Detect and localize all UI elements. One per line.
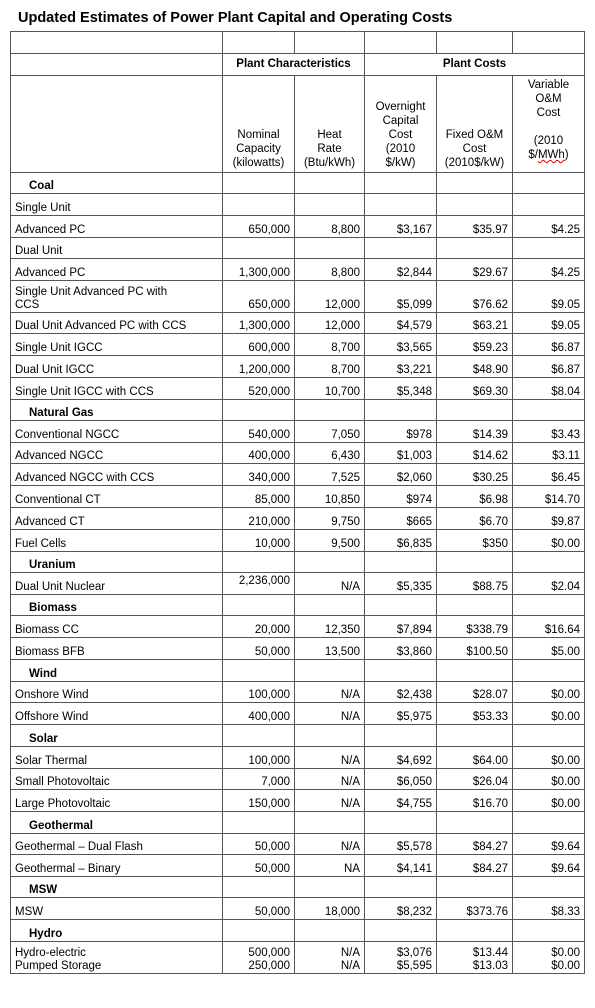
- table-row: [11, 238, 585, 259]
- plant-name: Single Unit: [11, 194, 223, 216]
- empty-cell: [437, 920, 513, 942]
- fixed-om-cell: $30.25: [437, 464, 513, 486]
- variable-om-cell: $5.00: [513, 638, 585, 660]
- col-variable-om-l6: $/: [528, 149, 538, 161]
- group-plant-characteristics: Plant Characteristics: [223, 54, 365, 76]
- capacity-cell: 100,000: [223, 747, 295, 769]
- heat-rate-cell: 9,500: [295, 530, 365, 552]
- table-row: [11, 486, 585, 508]
- empty-cell: [365, 877, 437, 898]
- variable-om-cell: $3.11: [513, 443, 585, 464]
- table-row: [11, 855, 585, 877]
- capacity-cell: 400,000: [223, 443, 295, 464]
- capacity-cell: 10,000: [223, 530, 295, 552]
- capacity-cell: 20,000: [223, 616, 295, 638]
- capacity-cell: 150,000: [223, 790, 295, 812]
- fixed-om-cell: $28.07: [437, 682, 513, 703]
- capacity-cell: 50,000: [223, 898, 295, 920]
- capital-cost-cell: $2,438: [365, 682, 437, 703]
- capacity-cell: 2,236,000: [223, 573, 295, 595]
- heat-rate-cell: 7,525: [295, 464, 365, 486]
- plant-name: [11, 942, 223, 974]
- empty-cell: [295, 725, 365, 747]
- capital-cost-cell: $8,232: [365, 898, 437, 920]
- capital-cost-cell: $5,099: [365, 281, 437, 313]
- col-variable-om-l2: O&M: [535, 93, 562, 105]
- heat-rate-cell: 12,000: [295, 281, 365, 313]
- variable-om-cell: $9.87: [513, 508, 585, 530]
- fixed-om-cell: $69.30: [437, 378, 513, 400]
- empty-cell: [437, 552, 513, 573]
- variable-om-cell: $3.43: [513, 421, 585, 443]
- plant-name: Geothermal – Dual Flash: [11, 834, 223, 855]
- empty-cell: [513, 812, 585, 834]
- col-capacity-l1: Nominal: [237, 129, 280, 141]
- empty-cell: [437, 877, 513, 898]
- capital-cost-cell: $5,975: [365, 703, 437, 725]
- col-variable-om-l1: Variable: [527, 79, 570, 91]
- table-row: [11, 638, 585, 660]
- heat-rate-cell: 12,350: [295, 616, 365, 638]
- capacity-cell: 650,000: [223, 281, 295, 313]
- fixed-om-cell: $16.70: [437, 790, 513, 812]
- capital-cost-cell: $5,335: [365, 573, 437, 595]
- variable-om-cell: $0.00: [513, 682, 585, 703]
- plant-name: Fuel Cells: [11, 530, 223, 552]
- capital-cost-cell: $2,844: [365, 259, 437, 281]
- variable-om-cell: $4.25: [513, 259, 585, 281]
- capital-cost-cell: $5,348: [365, 378, 437, 400]
- empty-cell: [295, 173, 365, 194]
- col-fixed-om-l1: Fixed O&M: [445, 129, 504, 141]
- variable-om-cell: $9.64: [513, 855, 585, 877]
- variable-om-cell: $6.87: [513, 334, 585, 356]
- category-label: Coal: [11, 173, 223, 194]
- empty-cell: [223, 877, 295, 898]
- empty-cell: [295, 920, 365, 942]
- plant-name: Single Unit IGCC: [11, 334, 223, 356]
- table-row: [11, 464, 585, 486]
- variable-om-cell: [513, 942, 585, 974]
- plant-name-line1: Hydro-electric: [15, 947, 86, 959]
- plant-name: Single Unit IGCC with CCS: [11, 378, 223, 400]
- heat-rate-cell: 10,700: [295, 378, 365, 400]
- capacity-value: 250,000: [248, 960, 290, 972]
- col-fixed-om-header: [437, 76, 513, 173]
- table-row: [11, 530, 585, 552]
- capacity-cell: 7,000: [223, 769, 295, 790]
- heat-rate-cell: N/A: [295, 769, 365, 790]
- capacity-cell: 50,000: [223, 638, 295, 660]
- empty-cell: [437, 173, 513, 194]
- fixed-om-cell: $88.75: [437, 573, 513, 595]
- fixed-om-cell: $6.70: [437, 508, 513, 530]
- table-row: [11, 281, 585, 313]
- col-heat-rate-header: [295, 76, 365, 173]
- plant-name: Biomass CC: [11, 616, 223, 638]
- empty-cell: [437, 812, 513, 834]
- capital-cost-cell: $978: [365, 421, 437, 443]
- capacity-cell: 340,000: [223, 464, 295, 486]
- table-row: [11, 508, 585, 530]
- empty-cell: [513, 725, 585, 747]
- variable-om-cell: $6.45: [513, 464, 585, 486]
- capacity-cell: 50,000: [223, 834, 295, 855]
- heat-rate-cell: 7,050: [295, 421, 365, 443]
- table-row: [11, 313, 585, 334]
- empty-cell: [365, 725, 437, 747]
- plant-name-line1: Single Unit Advanced PC with: [15, 286, 168, 298]
- capital-cost-cell: $4,579: [365, 313, 437, 334]
- empty-cell: [365, 660, 437, 682]
- capital-cost-value: $3,076: [396, 947, 432, 959]
- fixed-om-cell: $373.76: [437, 898, 513, 920]
- heat-rate-cell: 13,500: [295, 638, 365, 660]
- variable-om-cell: $4.25: [513, 216, 585, 238]
- capital-cost-cell: [365, 238, 437, 259]
- capacity-cell: 1,300,000: [223, 259, 295, 281]
- table-row: [11, 747, 585, 769]
- fixed-om-cell: $350: [437, 530, 513, 552]
- empty-cell: [365, 400, 437, 421]
- capital-cost-cell: $3,565: [365, 334, 437, 356]
- capital-cost-cell: $1,003: [365, 443, 437, 464]
- fixed-om-cell: [437, 194, 513, 216]
- table-row: [11, 573, 585, 595]
- empty-cell: [437, 725, 513, 747]
- plant-name: Offshore Wind: [11, 703, 223, 725]
- heat-rate-value: N/A: [340, 947, 360, 959]
- table-row: [11, 443, 585, 464]
- col-heat-rate-l1: Heat: [317, 129, 342, 141]
- plant-name: Solar Thermal: [11, 747, 223, 769]
- fixed-om-cell: $29.67: [437, 259, 513, 281]
- heat-rate-cell: 8,800: [295, 259, 365, 281]
- empty-cell: [437, 595, 513, 616]
- col-variable-om-l3: Cost: [536, 107, 561, 119]
- category-row: [11, 920, 585, 942]
- heat-rate-cell: 18,000: [295, 898, 365, 920]
- fixed-om-cell: $84.27: [437, 834, 513, 855]
- plant-name: Geothermal – Binary: [11, 855, 223, 877]
- col-capacity-l2: Capacity: [236, 143, 281, 155]
- variable-om-value: $0.00: [551, 947, 580, 959]
- empty-cell: [365, 595, 437, 616]
- table-row: [11, 703, 585, 725]
- heat-rate-cell: 8,700: [295, 334, 365, 356]
- variable-om-cell: $0.00: [513, 530, 585, 552]
- fixed-om-cell: $84.27: [437, 855, 513, 877]
- variable-om-cell: $9.05: [513, 313, 585, 334]
- empty-cell: [365, 812, 437, 834]
- heat-rate-cell: [295, 238, 365, 259]
- plant-name: Dual Unit: [11, 238, 223, 259]
- category-label: Geothermal: [11, 812, 223, 834]
- capital-cost-cell: $3,167: [365, 216, 437, 238]
- heat-rate-cell: 6,430: [295, 443, 365, 464]
- variable-om-cell: $14.70: [513, 486, 585, 508]
- table-row: [11, 378, 585, 400]
- variable-om-cell: $9.64: [513, 834, 585, 855]
- capital-cost-cell: [365, 942, 437, 974]
- plant-name: Onshore Wind: [11, 682, 223, 703]
- variable-om-cell: $9.05: [513, 281, 585, 313]
- variable-om-cell: $8.04: [513, 378, 585, 400]
- empty-cell: [513, 173, 585, 194]
- empty-cell: [223, 660, 295, 682]
- group-plant-costs: Plant Costs: [365, 54, 585, 76]
- table-row: [11, 356, 585, 378]
- heat-rate-cell: [295, 942, 365, 974]
- empty-cell: [365, 920, 437, 942]
- fixed-om-cell: [437, 238, 513, 259]
- variable-om-cell: $0.00: [513, 703, 585, 725]
- category-label: Solar: [11, 725, 223, 747]
- col-capital-l5: $/kW): [385, 157, 416, 169]
- capacity-cell: 540,000: [223, 421, 295, 443]
- plant-name: Advanced NGCC with CCS: [11, 464, 223, 486]
- table-row: [11, 834, 585, 855]
- col-capital-l4: (2010: [385, 143, 416, 155]
- heat-rate-value: N/A: [340, 960, 360, 972]
- empty-cell: [223, 400, 295, 421]
- group-header-row: [11, 54, 585, 76]
- variable-om-cell: $8.33: [513, 898, 585, 920]
- capacity-cell: 650,000: [223, 216, 295, 238]
- empty-cell: [223, 812, 295, 834]
- capital-cost-cell: $4,755: [365, 790, 437, 812]
- category-row: [11, 812, 585, 834]
- col-capital-l2: Capital: [382, 115, 419, 127]
- empty-cell: [513, 920, 585, 942]
- empty-cell: [223, 173, 295, 194]
- empty-cell: [223, 552, 295, 573]
- empty-cell: [513, 400, 585, 421]
- capacity-cell: 210,000: [223, 508, 295, 530]
- plant-name: Advanced PC: [11, 216, 223, 238]
- heat-rate-cell: N/A: [295, 747, 365, 769]
- empty-cell: [295, 552, 365, 573]
- capacity-cell: 400,000: [223, 703, 295, 725]
- table-row: [11, 334, 585, 356]
- col-capital-l1: Overnight: [375, 101, 426, 113]
- plant-name: Small Photovoltaic: [11, 769, 223, 790]
- plant-name: Dual Unit IGCC: [11, 356, 223, 378]
- capacity-cell: 50,000: [223, 855, 295, 877]
- table-row: [11, 942, 585, 974]
- fixed-om-cell: $6.98: [437, 486, 513, 508]
- capacity-cell: 520,000: [223, 378, 295, 400]
- empty-cell: [295, 812, 365, 834]
- fixed-om-cell: $76.62: [437, 281, 513, 313]
- heat-rate-cell: N/A: [295, 703, 365, 725]
- empty-cell: [295, 877, 365, 898]
- plant-name: [11, 281, 223, 313]
- variable-om-cell: $2.04: [513, 573, 585, 595]
- capital-cost-cell: $6,050: [365, 769, 437, 790]
- capital-cost-cell: [365, 194, 437, 216]
- category-row: [11, 877, 585, 898]
- variable-om-cell: $0.00: [513, 790, 585, 812]
- capital-cost-cell: $2,060: [365, 464, 437, 486]
- category-label: Biomass: [11, 595, 223, 616]
- table-row: [11, 194, 585, 216]
- plant-name: MSW: [11, 898, 223, 920]
- heat-rate-cell: 10,850: [295, 486, 365, 508]
- col-fixed-om-l3: (2010$/kW): [444, 157, 505, 169]
- fixed-om-value: $13.03: [472, 960, 508, 972]
- capital-cost-cell: $5,578: [365, 834, 437, 855]
- plant-name: Advanced PC: [11, 259, 223, 281]
- table-row: [11, 259, 585, 281]
- category-row: [11, 173, 585, 194]
- capacity-cell: 100,000: [223, 682, 295, 703]
- category-row: [11, 725, 585, 747]
- table-row: [11, 682, 585, 703]
- empty-cell: [223, 725, 295, 747]
- table-row: [11, 769, 585, 790]
- category-label: Natural Gas: [11, 400, 223, 421]
- plant-name: Conventional CT: [11, 486, 223, 508]
- table-row: [11, 216, 585, 238]
- fixed-om-cell: $59.23: [437, 334, 513, 356]
- variable-om-cell: [513, 194, 585, 216]
- category-label: Wind: [11, 660, 223, 682]
- fixed-om-cell: $64.00: [437, 747, 513, 769]
- table-row: [11, 421, 585, 443]
- fixed-om-value: $13.44: [472, 947, 508, 959]
- plant-name: Conventional NGCC: [11, 421, 223, 443]
- col-fixed-om-l2: Cost: [462, 143, 487, 155]
- variable-om-value: $0.00: [551, 960, 580, 972]
- category-label: Uranium: [11, 552, 223, 573]
- col-variable-om-l5: (2010: [533, 135, 564, 147]
- variable-om-cell: [513, 238, 585, 259]
- heat-rate-cell: 8,800: [295, 216, 365, 238]
- table-row: [11, 616, 585, 638]
- variable-om-cell: $16.64: [513, 616, 585, 638]
- cost-table: [10, 31, 585, 974]
- empty-cell: [513, 877, 585, 898]
- category-label: Hydro: [11, 920, 223, 942]
- category-row: [11, 552, 585, 573]
- empty-cell: [365, 173, 437, 194]
- capital-cost-cell: $665: [365, 508, 437, 530]
- fixed-om-cell: $26.04: [437, 769, 513, 790]
- table-row: [11, 790, 585, 812]
- fixed-om-cell: $53.33: [437, 703, 513, 725]
- fixed-om-cell: $63.21: [437, 313, 513, 334]
- capital-cost-cell: $6,835: [365, 530, 437, 552]
- category-row: [11, 400, 585, 421]
- plant-name: Dual Unit Advanced PC with CCS: [11, 313, 223, 334]
- col-heat-rate-l3: (Btu/kWh): [303, 157, 356, 169]
- capital-cost-cell: $3,221: [365, 356, 437, 378]
- col-heat-rate-l2: Rate: [317, 143, 342, 155]
- capital-cost-cell: $4,141: [365, 855, 437, 877]
- plant-name: Biomass BFB: [11, 638, 223, 660]
- plant-name-line2: CCS: [15, 299, 40, 311]
- capital-cost-cell: $7,894: [365, 616, 437, 638]
- capacity-cell: [223, 194, 295, 216]
- empty-cell: [365, 552, 437, 573]
- col-capital-header: [365, 76, 437, 173]
- capacity-cell: 1,300,000: [223, 313, 295, 334]
- table-row: [11, 898, 585, 920]
- fixed-om-cell: $14.62: [437, 443, 513, 464]
- plant-name: Dual Unit Nuclear: [11, 573, 223, 595]
- capacity-cell: [223, 942, 295, 974]
- col-variable-om-l8: ): [564, 149, 569, 161]
- capacity-cell: 1,200,000: [223, 356, 295, 378]
- capital-cost-cell: $4,692: [365, 747, 437, 769]
- empty-cell: [437, 660, 513, 682]
- empty-cell: [295, 400, 365, 421]
- col-capital-l3: Cost: [388, 129, 413, 141]
- plant-name: Large Photovoltaic: [11, 790, 223, 812]
- empty-cell: [513, 552, 585, 573]
- heat-rate-cell: N/A: [295, 834, 365, 855]
- fixed-om-cell: $35.97: [437, 216, 513, 238]
- variable-om-cell: $6.87: [513, 356, 585, 378]
- fixed-om-cell: $100.50: [437, 638, 513, 660]
- column-header-row: [11, 76, 585, 173]
- header-spacer-row: [11, 32, 585, 54]
- col-variable-om-l7: MWh: [537, 149, 565, 161]
- fixed-om-cell: $14.39: [437, 421, 513, 443]
- heat-rate-cell: [295, 194, 365, 216]
- empty-cell: [513, 595, 585, 616]
- variable-om-cell: $0.00: [513, 769, 585, 790]
- col-capacity-l3: (kilowatts): [232, 157, 285, 169]
- capacity-cell: 600,000: [223, 334, 295, 356]
- capital-cost-cell: $974: [365, 486, 437, 508]
- heat-rate-cell: 12,000: [295, 313, 365, 334]
- fixed-om-cell: $338.79: [437, 616, 513, 638]
- variable-om-cell: $0.00: [513, 747, 585, 769]
- category-label: MSW: [11, 877, 223, 898]
- empty-cell: [223, 595, 295, 616]
- heat-rate-cell: 9,750: [295, 508, 365, 530]
- capacity-cell: 85,000: [223, 486, 295, 508]
- empty-cell: [223, 920, 295, 942]
- heat-rate-cell: N/A: [295, 682, 365, 703]
- col-variable-om-header: [513, 76, 585, 173]
- capacity-value: 500,000: [248, 947, 290, 959]
- empty-cell: [437, 400, 513, 421]
- fixed-om-cell: $48.90: [437, 356, 513, 378]
- heat-rate-cell: N/A: [295, 790, 365, 812]
- category-row: [11, 595, 585, 616]
- fixed-om-cell: [437, 942, 513, 974]
- empty-cell: [295, 660, 365, 682]
- capital-cost-cell: $3,860: [365, 638, 437, 660]
- heat-rate-cell: N/A: [295, 573, 365, 595]
- heat-rate-cell: 8,700: [295, 356, 365, 378]
- empty-cell: [513, 660, 585, 682]
- capital-cost-value: $5,595: [396, 960, 432, 972]
- heat-rate-cell: NA: [295, 855, 365, 877]
- plant-name: Advanced CT: [11, 508, 223, 530]
- empty-cell: [295, 595, 365, 616]
- capacity-cell: [223, 238, 295, 259]
- plant-name: Advanced NGCC: [11, 443, 223, 464]
- col-capacity-header: [223, 76, 295, 173]
- plant-name-line2: Pumped Storage: [15, 960, 102, 972]
- category-row: [11, 660, 585, 682]
- page-title: Updated Estimates of Power Plant Capital and Operating Costs: [18, 10, 453, 26]
